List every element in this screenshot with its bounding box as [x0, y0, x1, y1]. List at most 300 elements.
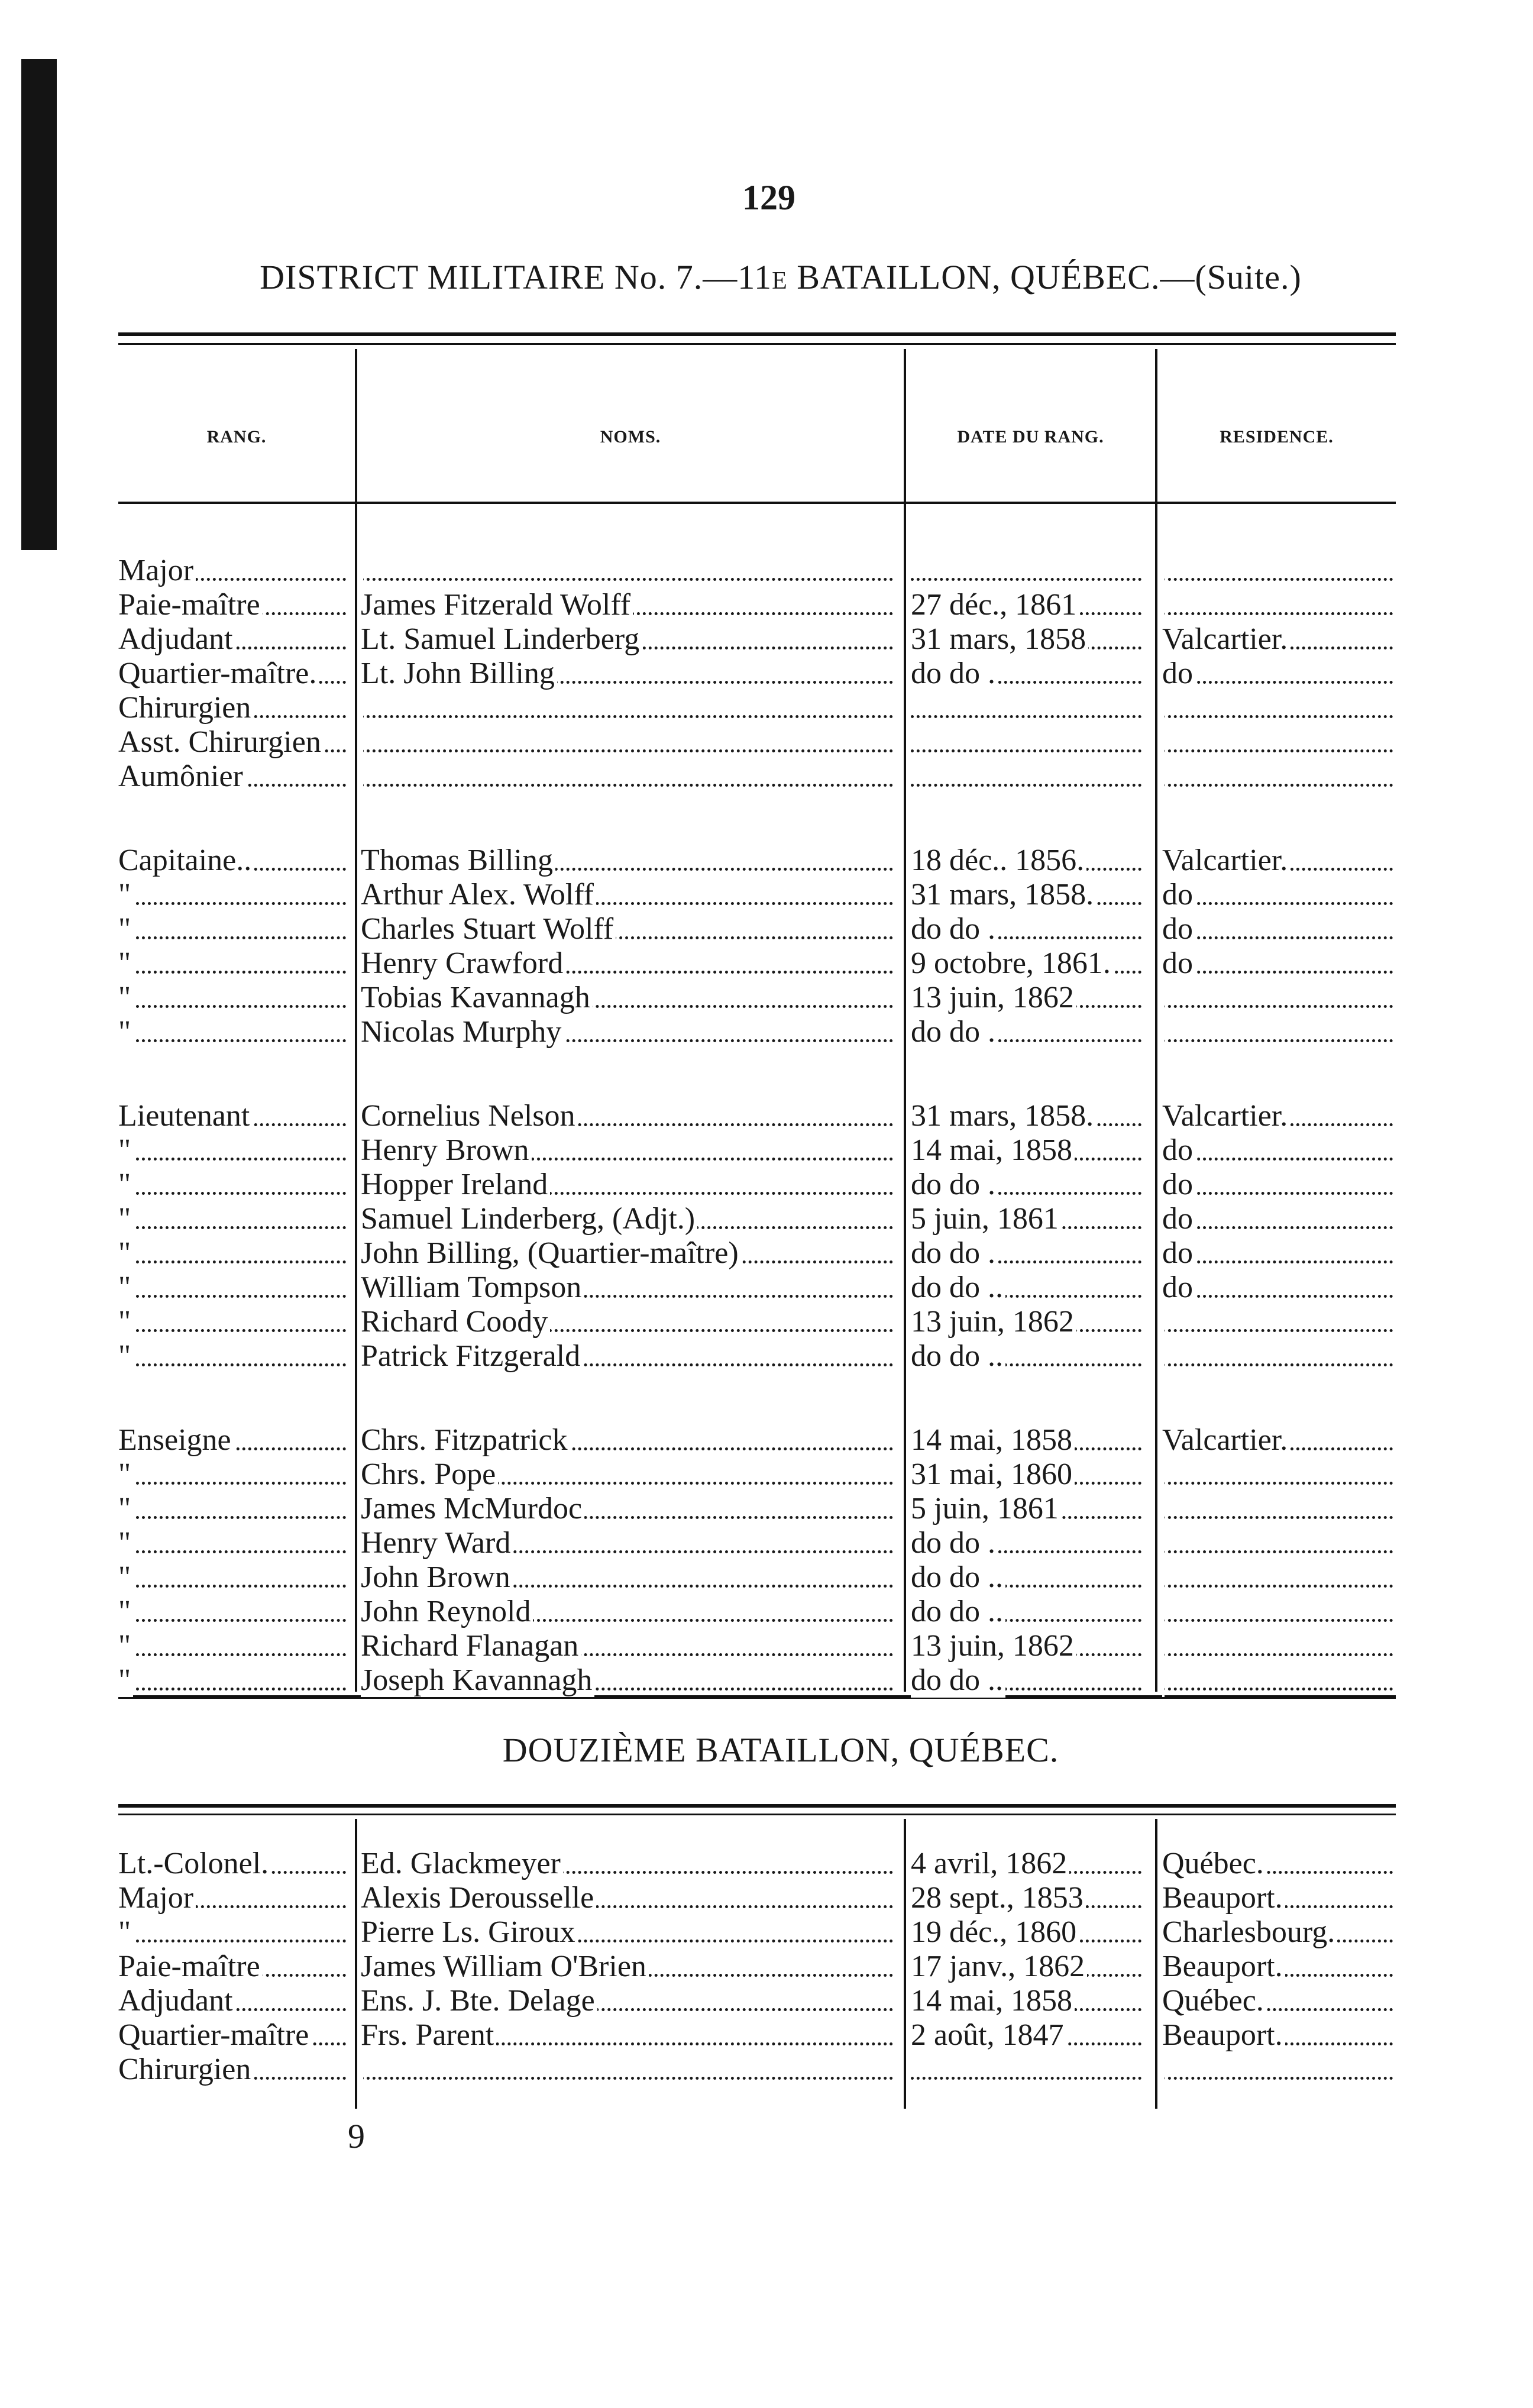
date-cell [911, 1015, 1147, 1049]
date-cell [911, 1457, 1147, 1492]
date-cell [911, 1236, 1147, 1271]
residence-cell [1162, 1271, 1399, 1305]
name-cell-text [361, 2053, 363, 2086]
name-cell [361, 1915, 899, 1950]
name-cell-text: Cornelius Nelson [361, 1099, 578, 1133]
residence-cell [1162, 554, 1399, 588]
rank-cell [118, 1915, 352, 1950]
residence-cell [1162, 1015, 1399, 1049]
date-cell [911, 1202, 1147, 1236]
date-cell-text: 31 mars, 1858 [911, 622, 1088, 657]
date-cell [911, 657, 1147, 691]
table-row [0, 1881, 1533, 1915]
date-cell-text: 9 octobre, 1861. [911, 946, 1113, 981]
table-row [0, 1339, 1533, 1373]
rank-cell-text: " [118, 1595, 133, 1628]
name-cell [361, 1015, 899, 1049]
rank-cell [118, 1133, 352, 1168]
table-row [0, 2053, 1533, 2087]
residence-cell-text: do [1162, 657, 1195, 690]
date-cell-text: 2 août, 1847 [911, 2018, 1066, 2053]
table-row [0, 1915, 1533, 1950]
header-residence: RESIDENCE. [1220, 427, 1334, 447]
rank-cell-text: " [118, 1526, 133, 1560]
rank-cell-text: Chirurgien [118, 2053, 253, 2086]
residence-cell-text [1162, 1526, 1165, 1560]
residence-cell [1162, 946, 1399, 981]
date-cell [911, 1305, 1147, 1339]
table-row [0, 1457, 1533, 1492]
residence-cell [1162, 725, 1399, 759]
rank-cell [118, 946, 352, 981]
title-rest: BATAILLON, QUÉBEC.—(Suite.) [787, 258, 1302, 296]
date-cell [911, 946, 1147, 981]
residence-cell-text [1162, 691, 1165, 725]
table-row [0, 981, 1533, 1015]
residence-cell [1162, 588, 1399, 622]
table-row [0, 946, 1533, 981]
residence-cell-text [1162, 1305, 1165, 1339]
name-cell-text: Alexis Derousselle [361, 1881, 596, 1915]
name-cell-text: Ens. J. Bte. Delage [361, 1984, 597, 2018]
rank-cell [118, 691, 352, 725]
date-cell [911, 1915, 1147, 1950]
table-row [0, 1423, 1533, 1457]
rank-cell [118, 878, 352, 912]
table1-top-rule [118, 332, 1396, 336]
name-cell-text: Lt. Samuel Linderberg [361, 622, 642, 656]
date-cell [911, 725, 1147, 759]
name-cell [361, 759, 899, 794]
rank-cell [118, 657, 352, 691]
date-cell [911, 878, 1147, 912]
name-cell [361, 2053, 899, 2087]
date-cell [911, 1629, 1147, 1663]
name-cell [361, 1595, 899, 1629]
residence-cell-text [1162, 1595, 1165, 1628]
residence-cell [1162, 1629, 1399, 1663]
rank-cell [118, 1271, 352, 1305]
table-row [0, 1133, 1533, 1168]
name-cell [361, 725, 899, 759]
rank-cell-text: Paie-maître [118, 588, 263, 622]
table-row [0, 843, 1533, 878]
residence-cell [1162, 1663, 1399, 1698]
residence-cell [1162, 1526, 1399, 1560]
rank-cell-text: " [118, 1915, 133, 1949]
rank-cell [118, 2018, 352, 2053]
rank-cell-text: " [118, 1663, 133, 1697]
name-cell [361, 1168, 899, 1202]
date-cell-text: do do .. [911, 1663, 1005, 1698]
name-cell-text: Samuel Linderberg, (Adjt.) [361, 1202, 697, 1236]
table-row [0, 1202, 1533, 1236]
table-row [0, 1099, 1533, 1133]
rank-cell [118, 1423, 352, 1457]
table-row [0, 1595, 1533, 1629]
name-cell [361, 1202, 899, 1236]
residence-cell-text [1162, 1492, 1165, 1525]
residence-cell-text [1162, 2053, 1165, 2086]
date-cell [911, 1663, 1147, 1698]
table-row [0, 2018, 1533, 2053]
date-cell-text: 13 juin, 1862 [911, 1305, 1076, 1339]
residence-cell [1162, 1984, 1399, 2018]
rank-cell-text: " [118, 1236, 133, 1270]
name-cell [361, 1423, 899, 1457]
rank-cell-text: Paie-maître [118, 1950, 263, 1983]
name-cell-text: Charles Stuart Wolff [361, 912, 616, 946]
rank-cell [118, 1168, 352, 1202]
name-cell [361, 1629, 899, 1663]
name-cell-text [361, 759, 363, 793]
rank-cell-text: Capitaine.. [118, 843, 254, 877]
name-cell [361, 622, 899, 657]
residence-cell-text [1162, 981, 1165, 1014]
residence-cell [1162, 1133, 1399, 1168]
rank-cell [118, 1305, 352, 1339]
name-cell [361, 1236, 899, 1271]
residence-cell-text: Beauport. [1162, 1950, 1285, 1983]
table-row [0, 1015, 1533, 1049]
rank-cell-text: " [118, 1015, 133, 1049]
date-cell [911, 2053, 1147, 2087]
name-cell-text: James Fitzerald Wolff [361, 588, 633, 622]
rank-cell-text: " [118, 1271, 133, 1304]
rank-cell-text: " [118, 1457, 133, 1491]
name-cell [361, 1847, 899, 1881]
date-cell [911, 1595, 1147, 1629]
date-cell [911, 588, 1147, 622]
page-number: 129 [742, 178, 795, 217]
name-cell-text: Henry Ward [361, 1526, 513, 1560]
rank-cell [118, 1339, 352, 1373]
rank-cell [118, 912, 352, 946]
date-cell [911, 1950, 1147, 1984]
name-cell-text: Frs. Parent [361, 2018, 496, 2052]
residence-cell-text: do [1162, 1271, 1195, 1304]
residence-cell-text [1162, 1015, 1165, 1049]
date-cell-text: 27 déc., 1861 [911, 588, 1079, 622]
name-cell-text: Ed. Glackmeyer [361, 1847, 563, 1880]
name-cell [361, 588, 899, 622]
name-cell [361, 657, 899, 691]
rank-cell [118, 1984, 352, 2018]
rank-cell [118, 843, 352, 878]
residence-cell-text: Québec. [1162, 1847, 1266, 1880]
table-row [0, 878, 1533, 912]
date-cell [911, 622, 1147, 657]
rank-cell [118, 1457, 352, 1492]
rank-cell [118, 1847, 352, 1881]
rank-cell-text: " [118, 1202, 133, 1236]
date-cell-text: 14 mai, 1858 [911, 1133, 1075, 1168]
date-cell [911, 691, 1147, 725]
date-cell-text: 14 mai, 1858 [911, 1423, 1075, 1457]
residence-cell-text: Valcartier. [1162, 1099, 1290, 1133]
table-row [0, 1168, 1533, 1202]
name-cell [361, 1492, 899, 1526]
name-cell-text: Richard Flanagan [361, 1629, 581, 1663]
name-cell [361, 1457, 899, 1492]
date-cell-text: do do . [911, 657, 998, 691]
rank-cell [118, 1595, 352, 1629]
rank-cell [118, 1881, 352, 1915]
name-cell-text: Joseph Kavannagh [361, 1663, 594, 1697]
date-cell [911, 1847, 1147, 1881]
residence-cell [1162, 981, 1399, 1015]
date-cell-text: do do . [911, 1526, 998, 1560]
table-row [0, 1492, 1533, 1526]
residence-cell-text: Valcartier. [1162, 1423, 1290, 1457]
table-row [0, 725, 1533, 759]
rank-cell-text: Quartier-maître. [118, 657, 319, 690]
residence-cell [1162, 1950, 1399, 1984]
name-cell-text: William Tompson [361, 1271, 584, 1304]
table-row [0, 1629, 1533, 1663]
table-row [0, 1984, 1533, 2018]
rank-cell [118, 1663, 352, 1698]
residence-cell-text [1162, 1560, 1165, 1594]
name-cell [361, 912, 899, 946]
name-cell [361, 2018, 899, 2053]
table-row [0, 622, 1533, 657]
name-cell [361, 1271, 899, 1305]
name-cell-text [361, 554, 363, 587]
residence-cell [1162, 1099, 1399, 1133]
table-row [0, 759, 1533, 794]
rank-cell [118, 1015, 352, 1049]
name-cell-text: Chrs. Pope [361, 1457, 498, 1491]
rank-cell [118, 759, 352, 794]
date-cell-text: 4 avril, 1862 [911, 1847, 1069, 1881]
name-cell-text: Arthur Alex. Wolff [361, 878, 596, 912]
residence-cell [1162, 1560, 1399, 1595]
date-cell [911, 1133, 1147, 1168]
rank-cell [118, 1950, 352, 1984]
name-cell [361, 1663, 899, 1698]
name-cell [361, 1099, 899, 1133]
name-cell [361, 1526, 899, 1560]
name-cell-text: John Brown [361, 1560, 513, 1594]
residence-cell [1162, 1236, 1399, 1271]
table1-header-rule [118, 502, 1396, 504]
margin-bar [21, 59, 57, 550]
name-cell [361, 1133, 899, 1168]
date-cell-text: 31 mai, 1860 [911, 1457, 1075, 1492]
name-cell [361, 1950, 899, 1984]
date-cell-text: 13 juin, 1862 [911, 981, 1076, 1015]
date-cell [911, 2018, 1147, 2053]
rank-cell [118, 1492, 352, 1526]
date-cell [911, 1099, 1147, 1133]
residence-cell-text: do [1162, 1133, 1195, 1167]
rank-cell-text: " [118, 912, 133, 946]
name-cell [361, 1984, 899, 2018]
rank-cell-text: " [118, 878, 133, 912]
rank-cell-text: Lt.-Colonel. [118, 1847, 271, 1880]
rank-cell-text: Chirurgien [118, 691, 253, 725]
date-cell-text: do do . [911, 1168, 998, 1202]
table-row [0, 657, 1533, 691]
date-cell [911, 1271, 1147, 1305]
residence-cell [1162, 843, 1399, 878]
residence-cell-text [1162, 1457, 1165, 1491]
name-cell-text: Pierre Ls. Giroux [361, 1915, 577, 1949]
residence-cell [1162, 2018, 1399, 2053]
name-cell-text: John Billing, (Quartier-maître) [361, 1236, 741, 1270]
date-cell-text: do do .. [911, 1560, 1005, 1595]
table-row [0, 691, 1533, 725]
rank-cell-text: " [118, 1339, 133, 1373]
table-row [0, 912, 1533, 946]
name-cell [361, 1560, 899, 1595]
date-cell-text: do do . [911, 1236, 998, 1271]
rank-cell-text: " [118, 1168, 133, 1201]
residence-cell-text: do [1162, 1168, 1195, 1201]
date-cell [911, 1339, 1147, 1373]
residence-cell [1162, 1305, 1399, 1339]
residence-cell [1162, 1457, 1399, 1492]
date-cell [911, 912, 1147, 946]
residence-cell [1162, 1881, 1399, 1915]
rank-cell-text: Major [118, 1881, 196, 1915]
date-cell-text: 13 juin, 1862 [911, 1629, 1076, 1663]
table2-top-rule-thin [118, 1814, 1396, 1815]
residence-cell [1162, 1423, 1399, 1457]
residence-cell [1162, 1339, 1399, 1373]
date-cell-text: do do . [911, 1015, 998, 1049]
rank-cell-text: Aumônier [118, 759, 245, 793]
rank-cell-text: " [118, 1492, 133, 1525]
name-cell-text: James McMurdoc [361, 1492, 584, 1525]
name-cell-text: Tobias Kavannagh [361, 981, 593, 1014]
name-cell-text: Richard Coody [361, 1305, 550, 1339]
residence-cell [1162, 759, 1399, 794]
residence-cell [1162, 1168, 1399, 1202]
residence-cell [1162, 1847, 1399, 1881]
table-row [0, 1236, 1533, 1271]
date-cell [911, 1168, 1147, 1202]
table1-top-rule-thin [118, 343, 1396, 345]
date-cell [911, 981, 1147, 1015]
rank-cell [118, 725, 352, 759]
date-cell [911, 554, 1147, 588]
residence-cell-text: Beauport. [1162, 2018, 1285, 2052]
date-cell-text: 5 juin, 1861 [911, 1492, 1061, 1526]
date-cell [911, 843, 1147, 878]
name-cell-text: Hopper Ireland [361, 1168, 550, 1201]
table-row [0, 1526, 1533, 1560]
table2-top-rule [118, 1804, 1396, 1808]
rank-cell-text: Adjudant [118, 622, 235, 656]
date-cell-text: 31 mars, 1858. [911, 1099, 1096, 1133]
name-cell-text: Chrs. Fitzpatrick [361, 1423, 570, 1457]
residence-cell-text: Beauport. [1162, 1881, 1285, 1915]
date-cell-text: 17 janv., 1862 [911, 1950, 1087, 1984]
rank-cell-text: Enseigne [118, 1423, 234, 1457]
name-cell-text: Patrick Fitzgerald [361, 1339, 583, 1373]
name-cell [361, 1339, 899, 1373]
rank-cell-text: " [118, 981, 133, 1014]
table-row [0, 1847, 1533, 1881]
name-cell [361, 946, 899, 981]
name-cell [361, 878, 899, 912]
rank-cell-text: Quartier-maître [118, 2018, 311, 2052]
date-cell [911, 1881, 1147, 1915]
name-cell [361, 1881, 899, 1915]
residence-cell [1162, 1915, 1399, 1950]
residence-cell [1162, 2053, 1399, 2087]
date-cell [911, 1492, 1147, 1526]
table-row [0, 554, 1533, 588]
rank-cell-text: Lieutenant [118, 1099, 252, 1133]
rank-cell-text: " [118, 946, 133, 980]
name-cell [361, 554, 899, 588]
residence-cell-text [1162, 725, 1165, 759]
residence-cell-text [1162, 588, 1165, 622]
residence-cell [1162, 1595, 1399, 1629]
rank-cell-text: " [118, 1629, 133, 1663]
date-cell-text: do do .. [911, 1271, 1005, 1305]
name-cell-text: Henry Crawford [361, 946, 565, 980]
residence-cell-text [1162, 1629, 1165, 1663]
date-cell [911, 1526, 1147, 1560]
residence-cell-text: do [1162, 1236, 1195, 1270]
residence-cell-text: do [1162, 878, 1195, 912]
rank-cell [118, 2053, 352, 2087]
date-cell-text: do do . [911, 912, 998, 946]
residence-cell-text: Valcartier. [1162, 622, 1290, 656]
rank-cell [118, 1202, 352, 1236]
residence-cell [1162, 878, 1399, 912]
rank-cell-text: Asst. Chirurgien [118, 725, 324, 759]
residence-cell [1162, 1202, 1399, 1236]
page-title [195, 257, 1366, 297]
name-cell-text: Nicolas Murphy [361, 1015, 564, 1049]
name-cell [361, 1305, 899, 1339]
rank-cell-text: " [118, 1305, 133, 1339]
rank-cell-text: Adjudant [118, 1984, 235, 2018]
table-row [0, 1950, 1533, 1984]
name-cell-text: James William O'Brien [361, 1950, 649, 1983]
rank-cell [118, 1236, 352, 1271]
name-cell-text [361, 725, 363, 759]
table-row [0, 1305, 1533, 1339]
name-cell-text: John Reynold [361, 1595, 533, 1628]
residence-cell-text [1162, 554, 1165, 587]
residence-cell-text: Valcartier. [1162, 843, 1290, 877]
residence-cell-text: Québec. [1162, 1984, 1266, 2018]
date-cell-text: 14 mai, 1858 [911, 1984, 1075, 2018]
table-row [0, 1271, 1533, 1305]
header-rank: RANG. [206, 427, 267, 447]
date-cell [911, 759, 1147, 794]
table-row [0, 1663, 1533, 1698]
header-date: DATE DU RANG. [957, 427, 1104, 447]
signature-mark: 9 [348, 2117, 365, 2155]
table-row [0, 588, 1533, 622]
residence-cell-text: Charlesbourg. [1162, 1915, 1337, 1949]
residence-cell-text [1162, 1663, 1165, 1697]
header-names: NOMS. [600, 427, 661, 447]
rank-cell [118, 588, 352, 622]
residence-cell [1162, 912, 1399, 946]
rank-cell [118, 622, 352, 657]
date-cell-text: 31 mars, 1858. [911, 878, 1096, 912]
residence-cell-text: do [1162, 912, 1195, 946]
residence-cell-text: do [1162, 1202, 1195, 1236]
